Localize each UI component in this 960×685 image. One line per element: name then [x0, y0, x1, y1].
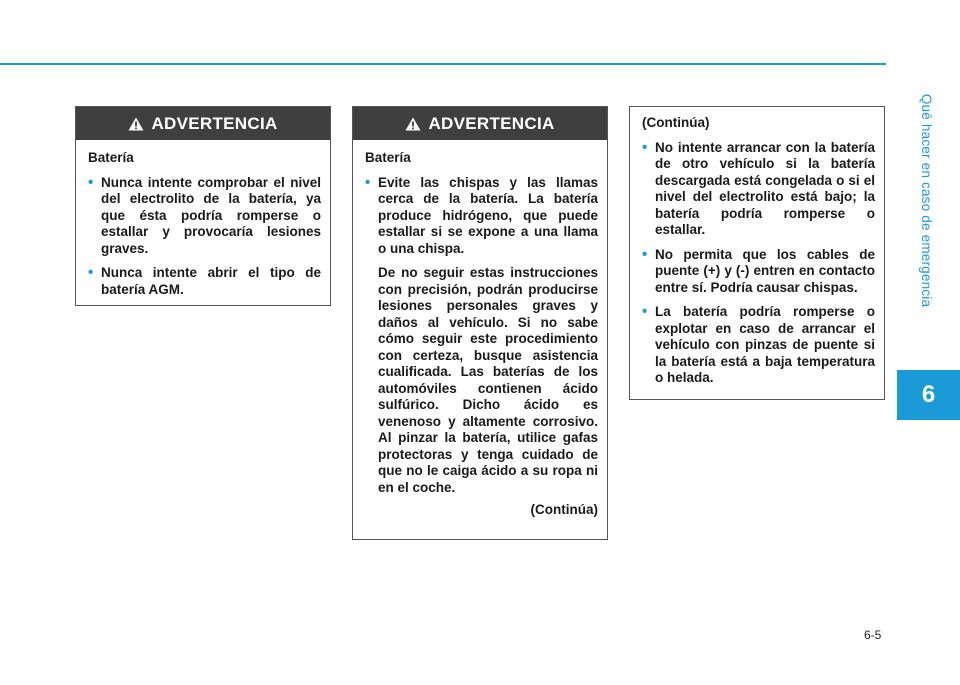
page-number: 6-5 [864, 628, 882, 642]
warning-header-label: ADVERTENCIA [151, 113, 278, 133]
warning-title: Batería [365, 150, 411, 165]
warning-title: Batería [88, 150, 134, 165]
warning-body [630, 107, 884, 387]
warning-triangle-icon [405, 117, 421, 131]
bullet-list [88, 175, 321, 299]
list-item: • No permita que los cables de puente (+) y (-) entren en contacto entre sí. Podría causar chispas. [642, 245, 875, 295]
bullet-list [642, 140, 875, 387]
warning-box-2 [352, 106, 608, 540]
warning-header-label: ADVERTENCIA [428, 113, 555, 133]
continued-label: (Continúa) [642, 115, 710, 130]
warning-box-3 [629, 106, 885, 400]
warning-header [353, 107, 607, 140]
chapter-side-title [907, 40, 947, 360]
warning-paragraph: De no seguir estas instrucciones con precisión, podrán producirse lesiones personales graves y daños al vehículo. Si no sabe cómo seguir este procedimiento con certeza, busque asistencia cualificada. Las baterías de los automóviles contienen ácido sulfúrico. Dicho ácido es venenoso y altamente corrosivo. Al pinzar la batería, utilice gafas protectoras y tenga cuidado de que no le caiga ácido a su ropa ni en el coche. [378, 265, 598, 495]
list-item: • Nunca intente abrir el tipo de batería AGM. [88, 264, 321, 297]
bullet-list [365, 175, 598, 258]
list-item: • Nunca intente comprobar el nivel del electrolito de la batería, ya que ésta podría romperse o estallar y provocaría lesiones graves. [88, 173, 321, 256]
list-item: • La batería podría romperse o explotar en caso de arrancar el vehículo con pinzas de puente si la batería está a baja temperatura o helada. [642, 303, 875, 385]
warning-body [353, 140, 607, 519]
list-item: • No intente arrancar con la batería de otro vehículo si la batería descargada está congelada o si el nivel del electrolito está bajo; la batería podría romperse o estallar. [642, 138, 875, 237]
warning-body [76, 140, 330, 298]
list-item: • Evite las chispas y las llamas cerca de la batería. La batería produce hidrógeno, que puede estallar si se expone a una llama o una chispa. [365, 173, 598, 256]
chapter-tab [897, 370, 960, 420]
side-title-text: Qué hacer en caso de emergencia [919, 93, 935, 307]
warning-box-1 [75, 106, 331, 306]
continues-label: (Continúa) [530, 502, 598, 517]
chapter-number: 6 [921, 381, 936, 408]
warning-header [76, 107, 330, 140]
top-rule [0, 63, 886, 65]
warning-triangle-icon [128, 117, 144, 131]
